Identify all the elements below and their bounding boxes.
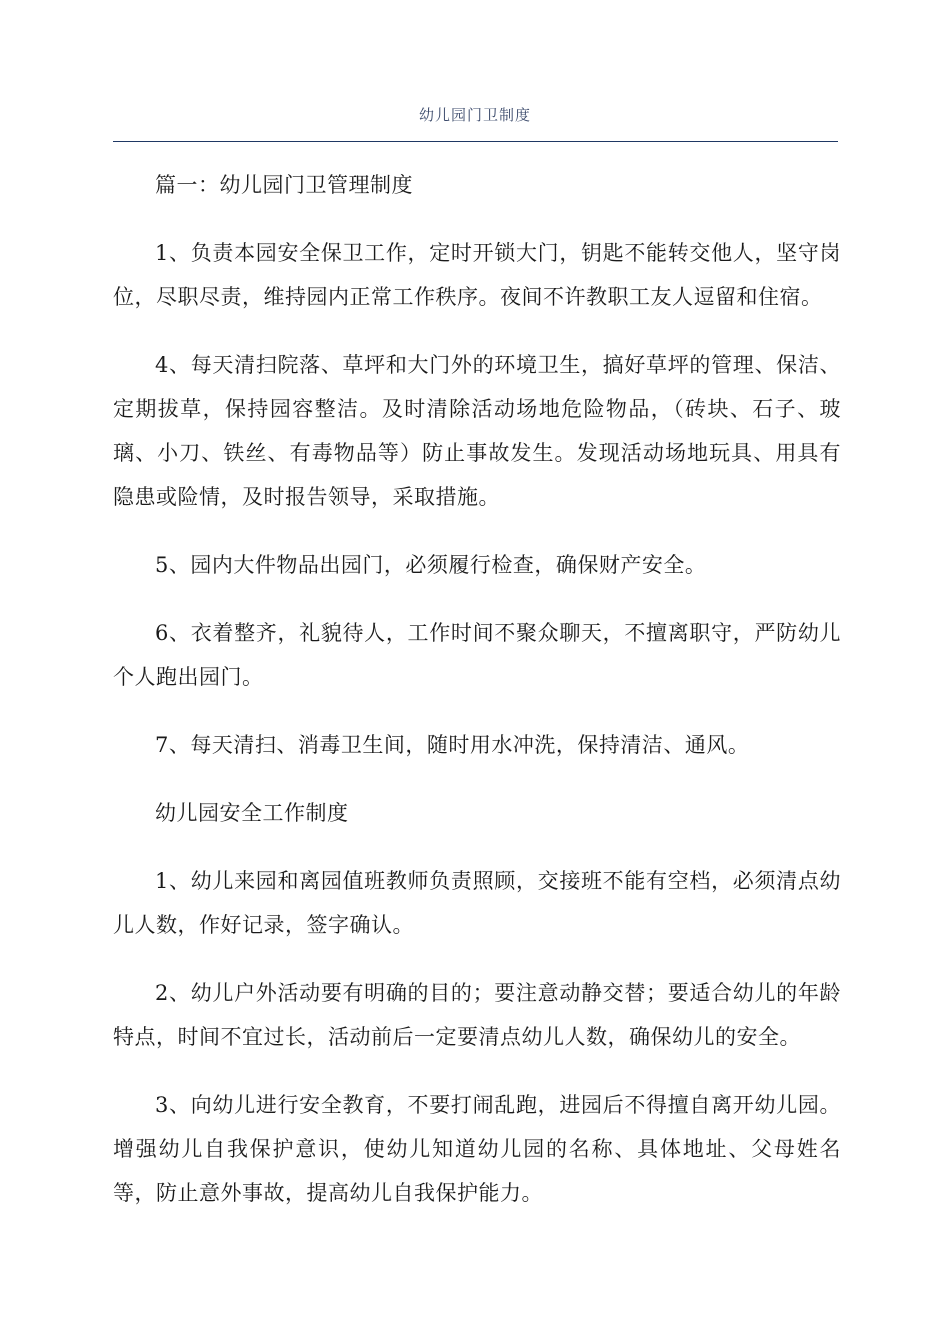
paragraph: 2、幼儿户外活动要有明确的目的；要注意动静交替；要适合幼儿的年龄特点，时间不宜过长，活动前后一定要清点幼儿人数，确保幼儿的安全。 (113, 981, 841, 1049)
page-header-title: 幼儿园门卫制度 (418, 106, 531, 124)
paragraph: 1、幼儿来园和离园值班教师负责照顾，交接班不能有空档，必须清点幼儿人数，作好记录，签字确认。 (113, 869, 841, 937)
paragraph: 7、每天清扫、消毒卫生间，随时用水冲洗，保持清洁、通风。 (155, 733, 750, 757)
document-body (113, 163, 841, 1239)
paragraph: 5、园内大件物品出园门，必须履行检查，确保财产安全。 (155, 553, 707, 577)
paragraph: 6、衣着整齐，礼貌待人，工作时间不聚众聊天，不擅离职守，严防幼儿个人跑出园门。 (113, 621, 841, 689)
section-heading: 篇一：幼儿园门卫管理制度 (155, 173, 413, 197)
paragraph: 3、向幼儿进行安全教育，不要打闹乱跑，进园后不得擅自离开幼儿园。增强幼儿自我保护意识，使幼儿知道幼儿园的名称、具体地址、父母姓名等，防止意外事故，提高幼儿自我保护能力。 (113, 1093, 841, 1205)
paragraph: 1、负责本园安全保卫工作，定时开锁大门，钥匙不能转交他人，坚守岗位，尽职尽责，维持园内正常工作秩序。夜间不许教职工友人逗留和住宿。 (113, 241, 841, 309)
paragraph: 4、每天清扫院落、草坪和大门外的环境卫生，搞好草坪的管理、保洁、定期拔草，保持园容整洁。及时清除活动场地危险物品，（砖块、石子、玻璃、小刀、铁丝、有毒物品等）防止事故发生。发现活动场地玩具、用具有隐患或险情，及时报告领导，采取措施。 (113, 353, 841, 509)
header-divider (113, 141, 838, 142)
section-heading: 幼儿园安全工作制度 (155, 801, 349, 825)
